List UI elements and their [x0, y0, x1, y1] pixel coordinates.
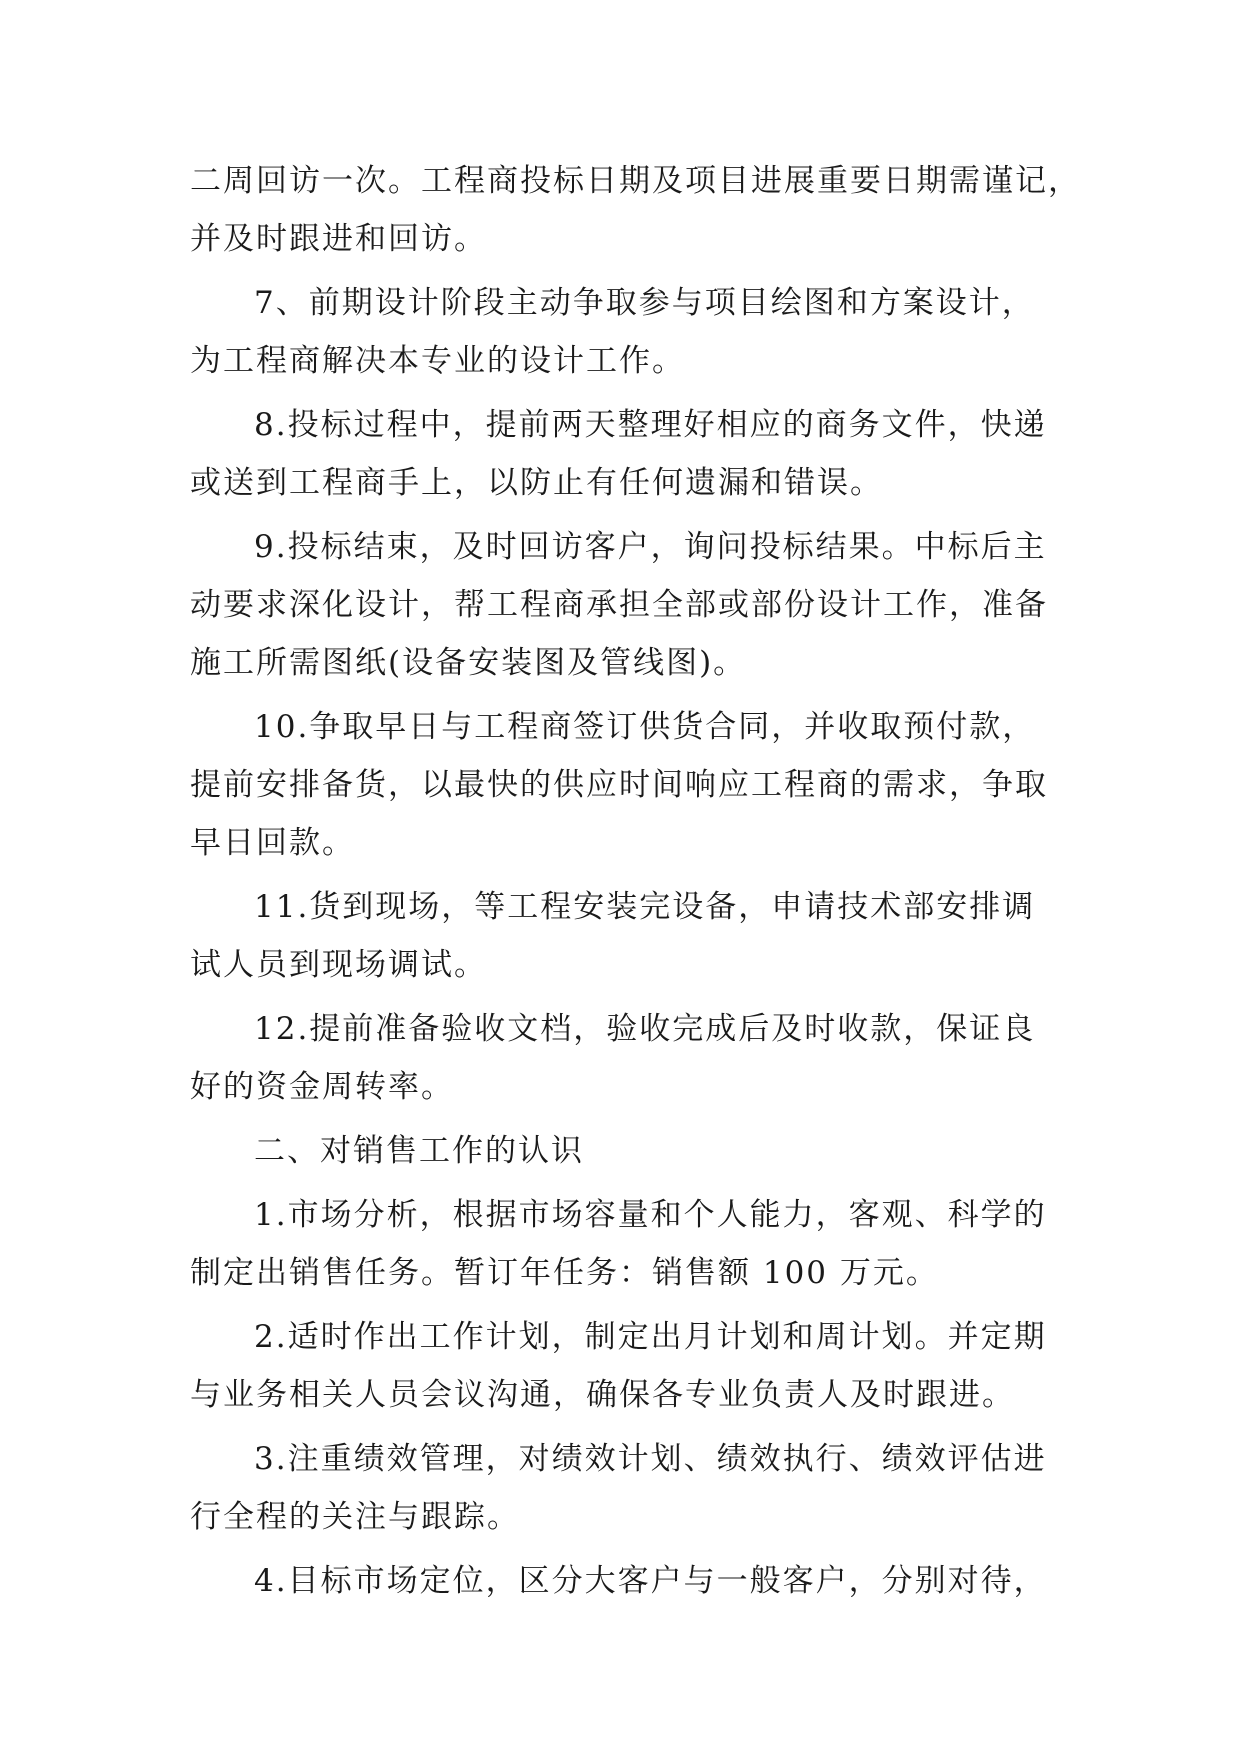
text-line: 试人员到现场调试。	[190, 947, 487, 983]
document-page	[190, 152, 1090, 1610]
paragraph-item-10	[190, 698, 1090, 872]
text-line: 并及时跟进和回访。	[190, 221, 487, 257]
text-line: 7、前期设计阶段主动争取参与项目绘图和方案设计，	[254, 285, 1035, 321]
text-line: 8.投标过程中，提前两天整理好相应的商务文件，快递	[254, 407, 1047, 443]
text-line: 9.投标结束，及时回访客户，询问投标结果。中标后主	[254, 529, 1047, 565]
text-line: 好的资金周转率。	[190, 1069, 454, 1105]
paragraph-item-12	[190, 1000, 1090, 1116]
text-line: 二周回访一次。工程商投标日期及项目进展重要日期需谨记，	[190, 163, 1081, 199]
text-line: 或送到工程商手上，以防止有任何遗漏和错误。	[190, 465, 883, 501]
paragraph-item-9	[190, 518, 1090, 692]
paragraph-item-7	[190, 274, 1090, 390]
text-line: 3.注重绩效管理，对绩效计划、绩效执行、绩效评估进	[254, 1441, 1047, 1477]
text-line: 早日回款。	[190, 825, 355, 861]
heading-line: 二、对销售工作的认识	[254, 1133, 584, 1169]
text-line: 施工所需图纸(设备安装图及管线图)。	[190, 645, 747, 681]
paragraph-sub-4	[190, 1552, 1090, 1610]
text-line: 4.目标市场定位，区分大客户与一般客户，分别对待，	[254, 1563, 1047, 1599]
text-line: 2.适时作出工作计划，制定出月计划和周计划。并定期	[254, 1319, 1047, 1355]
paragraph-sub-1	[190, 1186, 1090, 1302]
text-line: 12.提前准备验收文档，验收完成后及时收款，保证良	[254, 1011, 1036, 1047]
paragraph-sub-2	[190, 1308, 1090, 1424]
text-line: 提前安排备货，以最快的供应时间响应工程商的需求，争取	[190, 767, 1048, 803]
text-line: 为工程商解决本专业的设计工作。	[190, 343, 685, 379]
text-line: 行全程的关注与跟踪。	[190, 1499, 520, 1535]
text-line: 制定出销售任务。暂订年任务：销售额 100 万元。	[190, 1255, 939, 1291]
text-line: 10.争取早日与工程商签订供货合同，并收取预付款，	[254, 709, 1036, 745]
paragraph-1	[190, 152, 1090, 268]
section-heading	[190, 1122, 1090, 1180]
paragraph-item-8	[190, 396, 1090, 512]
text-line: 1.市场分析，根据市场容量和个人能力，客观、科学的	[254, 1197, 1047, 1233]
text-line: 动要求深化设计，帮工程商承担全部或部份设计工作，准备	[190, 587, 1048, 623]
paragraph-item-11	[190, 878, 1090, 994]
text-line: 11.货到现场，等工程安装完设备，申请技术部安排调	[254, 889, 1036, 925]
paragraph-sub-3	[190, 1430, 1090, 1546]
text-line: 与业务相关人员会议沟通，确保各专业负责人及时跟进。	[190, 1377, 1015, 1413]
